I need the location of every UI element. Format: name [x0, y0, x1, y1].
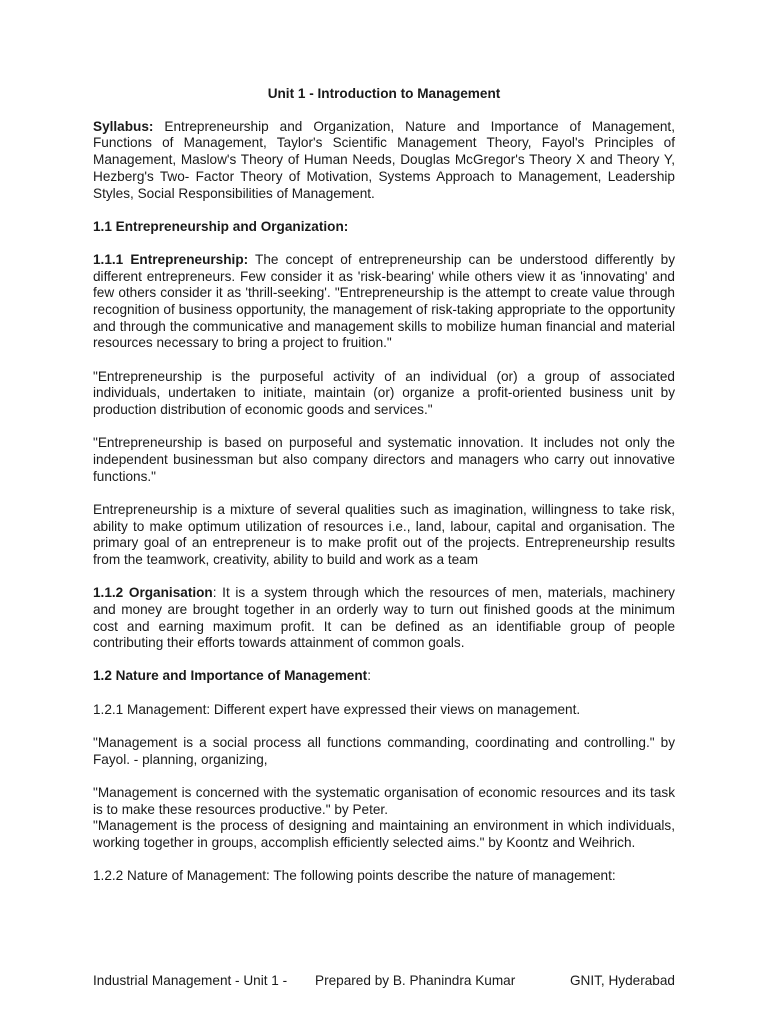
- entrepreneurship-quote-2: "Entrepreneurship is based on purposeful and systematic innovation. It includes not only the independent businessman but also company directors and managers who carry out innovative functions.": [93, 435, 675, 484]
- entrepreneurship-mixture-paragraph: Entrepreneurship is a mixture of several qualities such as imagination, willingness to take risk, ability to make optimum utilization of resources i.e., land, labour, capital and organisation. The primary goal of an entrepreneur is to make profit out of the projects. Entrepreneurship results from the teamwork, creativity, ability to build and work as a team: [93, 501, 675, 567]
- section-1-2-2-paragraph: 1.2.2 Nature of Management: The following points describe the nature of management:: [93, 868, 616, 884]
- section-1-1-2-text: : It is a system through which the resources of men, materials, machinery and money are brought together in an orderly way to turn out finished goods at the minimum cost and earning maximum profit. It can be defined as an identifiable group of people contributing their efforts towards attainment of common goals.: [93, 585, 675, 651]
- footer-left-text: Industrial Management - Unit 1 -: [93, 973, 288, 988]
- page-title: Unit 1 - Introduction to Management: [267, 86, 501, 101]
- footer-center-text: Prepared by B. Phanindra Kumar: [315, 973, 516, 988]
- entrepreneurship-quote-1: "Entrepreneurship is the purposeful activity of an individual (or) a group of associated individuals, undertaken to initiate, maintain (or) organize a profit-oriented business unit by production distribution of economic goods and services.": [93, 368, 675, 418]
- syllabus-label: Syllabus:: [93, 118, 154, 134]
- section-1-2-heading: [93, 668, 675, 685]
- section-1-1-2-label: 1.1.2 Organisation: [93, 585, 213, 601]
- footer-right-text: GNIT, Hyderabad: [569, 973, 675, 988]
- section-1-2-1-paragraph: 1.2.1 Management: Different expert have expressed their views on management.: [93, 701, 581, 717]
- section-1-2-heading-suffix: :: [367, 668, 371, 684]
- section-1-1-heading-text: 1.1 Entrepreneurship and Organization:: [93, 218, 349, 234]
- management-quote-koontz: "Management is the process of designing and maintaining an environment in which individuals, working together in groups, accomplish efficiently selected aims." by Koontz and Weihrich.: [93, 818, 675, 850]
- section-1-1-1-label: 1.1.1 Entrepreneurship:: [93, 251, 249, 267]
- document-page: [93, 86, 675, 901]
- syllabus-text: Entrepreneurship and Organization, Nature and Importance of Management, Functions of Management, Taylor's Scientific Management Theory, Fayol's Principles of Management, Maslow's Theory of Human Needs, Douglas McGregor's Theory X and Theory Y, Hezberg's Two- Factor Theory of Motivation, Systems Approach to Management, Leadership Styles, Social Responsibilities of Management.: [93, 118, 675, 201]
- management-quote-fayol: "Management is a social process all functions commanding, coordinating and controlling." by Fayol. - planning, organizing,: [93, 734, 675, 767]
- section-1-1-heading: [93, 219, 675, 236]
- syllabus-paragraph: [93, 119, 675, 203]
- section-1-2-heading-text: 1.2 Nature and Importance of Management: [93, 668, 368, 684]
- section-1-1-1-paragraph: [93, 252, 675, 352]
- section-1-1-1-text: The concept of entrepreneurship can be understood differently by different entrepreneurs. Few consider it as 'risk-bearing' while others view it as 'innovating' and few others consider it as 'thrill-seeking'. "Entrepreneurship is the attempt to create value through recognition of business opportunity, the management of risk-taking appropriate to the opportunity and through the communicative and management skills to mobilize human financial and material resources necessary to bring a project to fruition.": [93, 251, 676, 351]
- management-quote-peter: "Management is concerned with the systematic organisation of economic resources and its task is to make these resources productive." by Peter.: [93, 784, 675, 817]
- section-1-1-2-paragraph: [93, 585, 675, 652]
